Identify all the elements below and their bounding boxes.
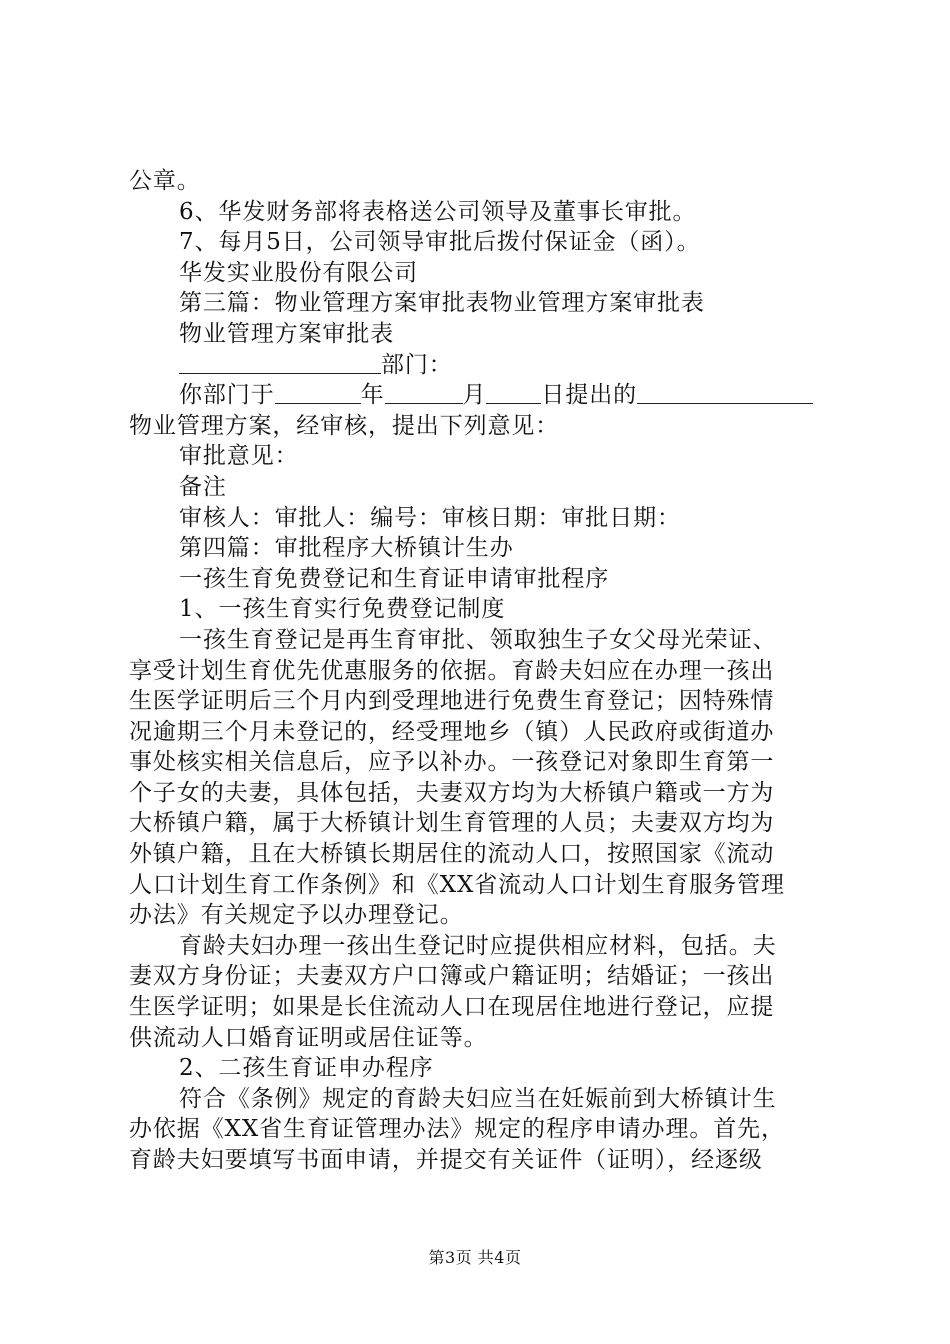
department-line: [129, 350, 829, 381]
subsection-title: 一孩生育免费登记和生育证申请审批程序: [179, 565, 610, 592]
paragraph-line: 个子女的夫妻，具体包括，夫妻双方均为大桥镇户籍或一方为: [129, 779, 775, 806]
paragraph-line: 妻双方身份证；夫妻双方户口簿或户籍证明；结婚证；一孩出: [129, 963, 775, 990]
month-label: 月: [462, 382, 487, 409]
date-line-text-1: 你部门于: [179, 382, 275, 409]
list-item: 6、华发财务部将表格送公司领导及董事长审批。: [179, 198, 697, 225]
paragraph-line: 况逾期三个月未登记的，经受理地乡（镇）人民政府或街道办: [129, 718, 775, 745]
paragraph-line: 办法》有关规定予以办理登记。: [129, 902, 464, 929]
paragraph-line: 育龄夫妇办理一孩出生登记时应提供相应材料，包括。夫: [179, 932, 777, 959]
month-blank: [385, 381, 463, 404]
paragraph-line: 一孩生育登记是再生育审批、领取独生子女父母光荣证、: [179, 626, 777, 653]
form-title: 物业管理方案审批表: [179, 320, 395, 347]
list-item: 7、每月5日，公司领导审批后拨付保证金（函）。: [179, 229, 701, 256]
paragraph-line: 享受计划生育优先优惠服务的依据。育龄夫妇应在办理一孩出: [129, 657, 775, 684]
section-heading: 第四篇：审批程序大桥镇计生办: [179, 535, 514, 562]
paragraph-line: 生医学证明后三个月内到受理地进行免费生育登记；因特殊情: [129, 688, 775, 715]
numbered-heading: 2、二孩生育证申办程序: [179, 1055, 434, 1082]
proposal-blank: [637, 381, 813, 404]
signature-fields: 审核人：审批人：编号：审核日期：审批日期：: [179, 504, 681, 531]
approval-opinion-label: 审批意见：: [179, 443, 299, 470]
paragraph-line: 人口计划生育工作条例》和《XX省流动人口计划生育服务管理: [129, 871, 785, 898]
paragraph-line: 育龄夫妇要填写书面申请，并提交有关证件（证明），经逐级: [129, 1147, 763, 1173]
year-label: 年: [360, 382, 385, 409]
paragraph-line: 物业管理方案，经审核，提出下列意见：: [129, 412, 560, 439]
company-name: 华发实业股份有限公司: [179, 259, 418, 286]
paragraph-line: 事处核实相关信息后，应予以补办。一孩登记对象即生育第一: [129, 749, 775, 776]
date-line-text-2: 日提出的: [541, 382, 638, 409]
year-blank: [275, 381, 361, 404]
page-footer: 第3页 共4页: [428, 1248, 522, 1267]
paragraph-line: 办依据《XX省生育证管理办法》规定的程序申请办理。首先，: [129, 1116, 785, 1143]
paragraph-line: 外镇户籍，且在大桥镇长期居住的流动人口，按照国家《流动: [129, 841, 775, 868]
section-heading: 第三篇：物业管理方案审批表物业管理方案审批表: [179, 290, 705, 317]
numbered-heading: 1、一孩生育实行免费登记制度: [179, 596, 506, 623]
department-label: 部门：: [381, 351, 453, 378]
remarks-label: 备注: [179, 473, 227, 500]
date-line: [129, 380, 829, 411]
paragraph-line: 符合《条例》规定的育龄夫妇应当在妊娠前到大桥镇计生: [179, 1085, 777, 1112]
day-blank: [486, 381, 541, 404]
paragraph-line: 大桥镇户籍，属于大桥镇计划生育管理的人员；夫妻双方均为: [129, 810, 775, 837]
paragraph-line: 供流动人口婚育证明或居住证等。: [129, 1024, 488, 1051]
document-body: [129, 166, 829, 1176]
department-blank: [179, 351, 381, 374]
paragraph-line: 生医学证明；如果是长住流动人口在现居住地进行登记，应提: [129, 994, 775, 1021]
paragraph-line: 公章。: [129, 168, 201, 194]
